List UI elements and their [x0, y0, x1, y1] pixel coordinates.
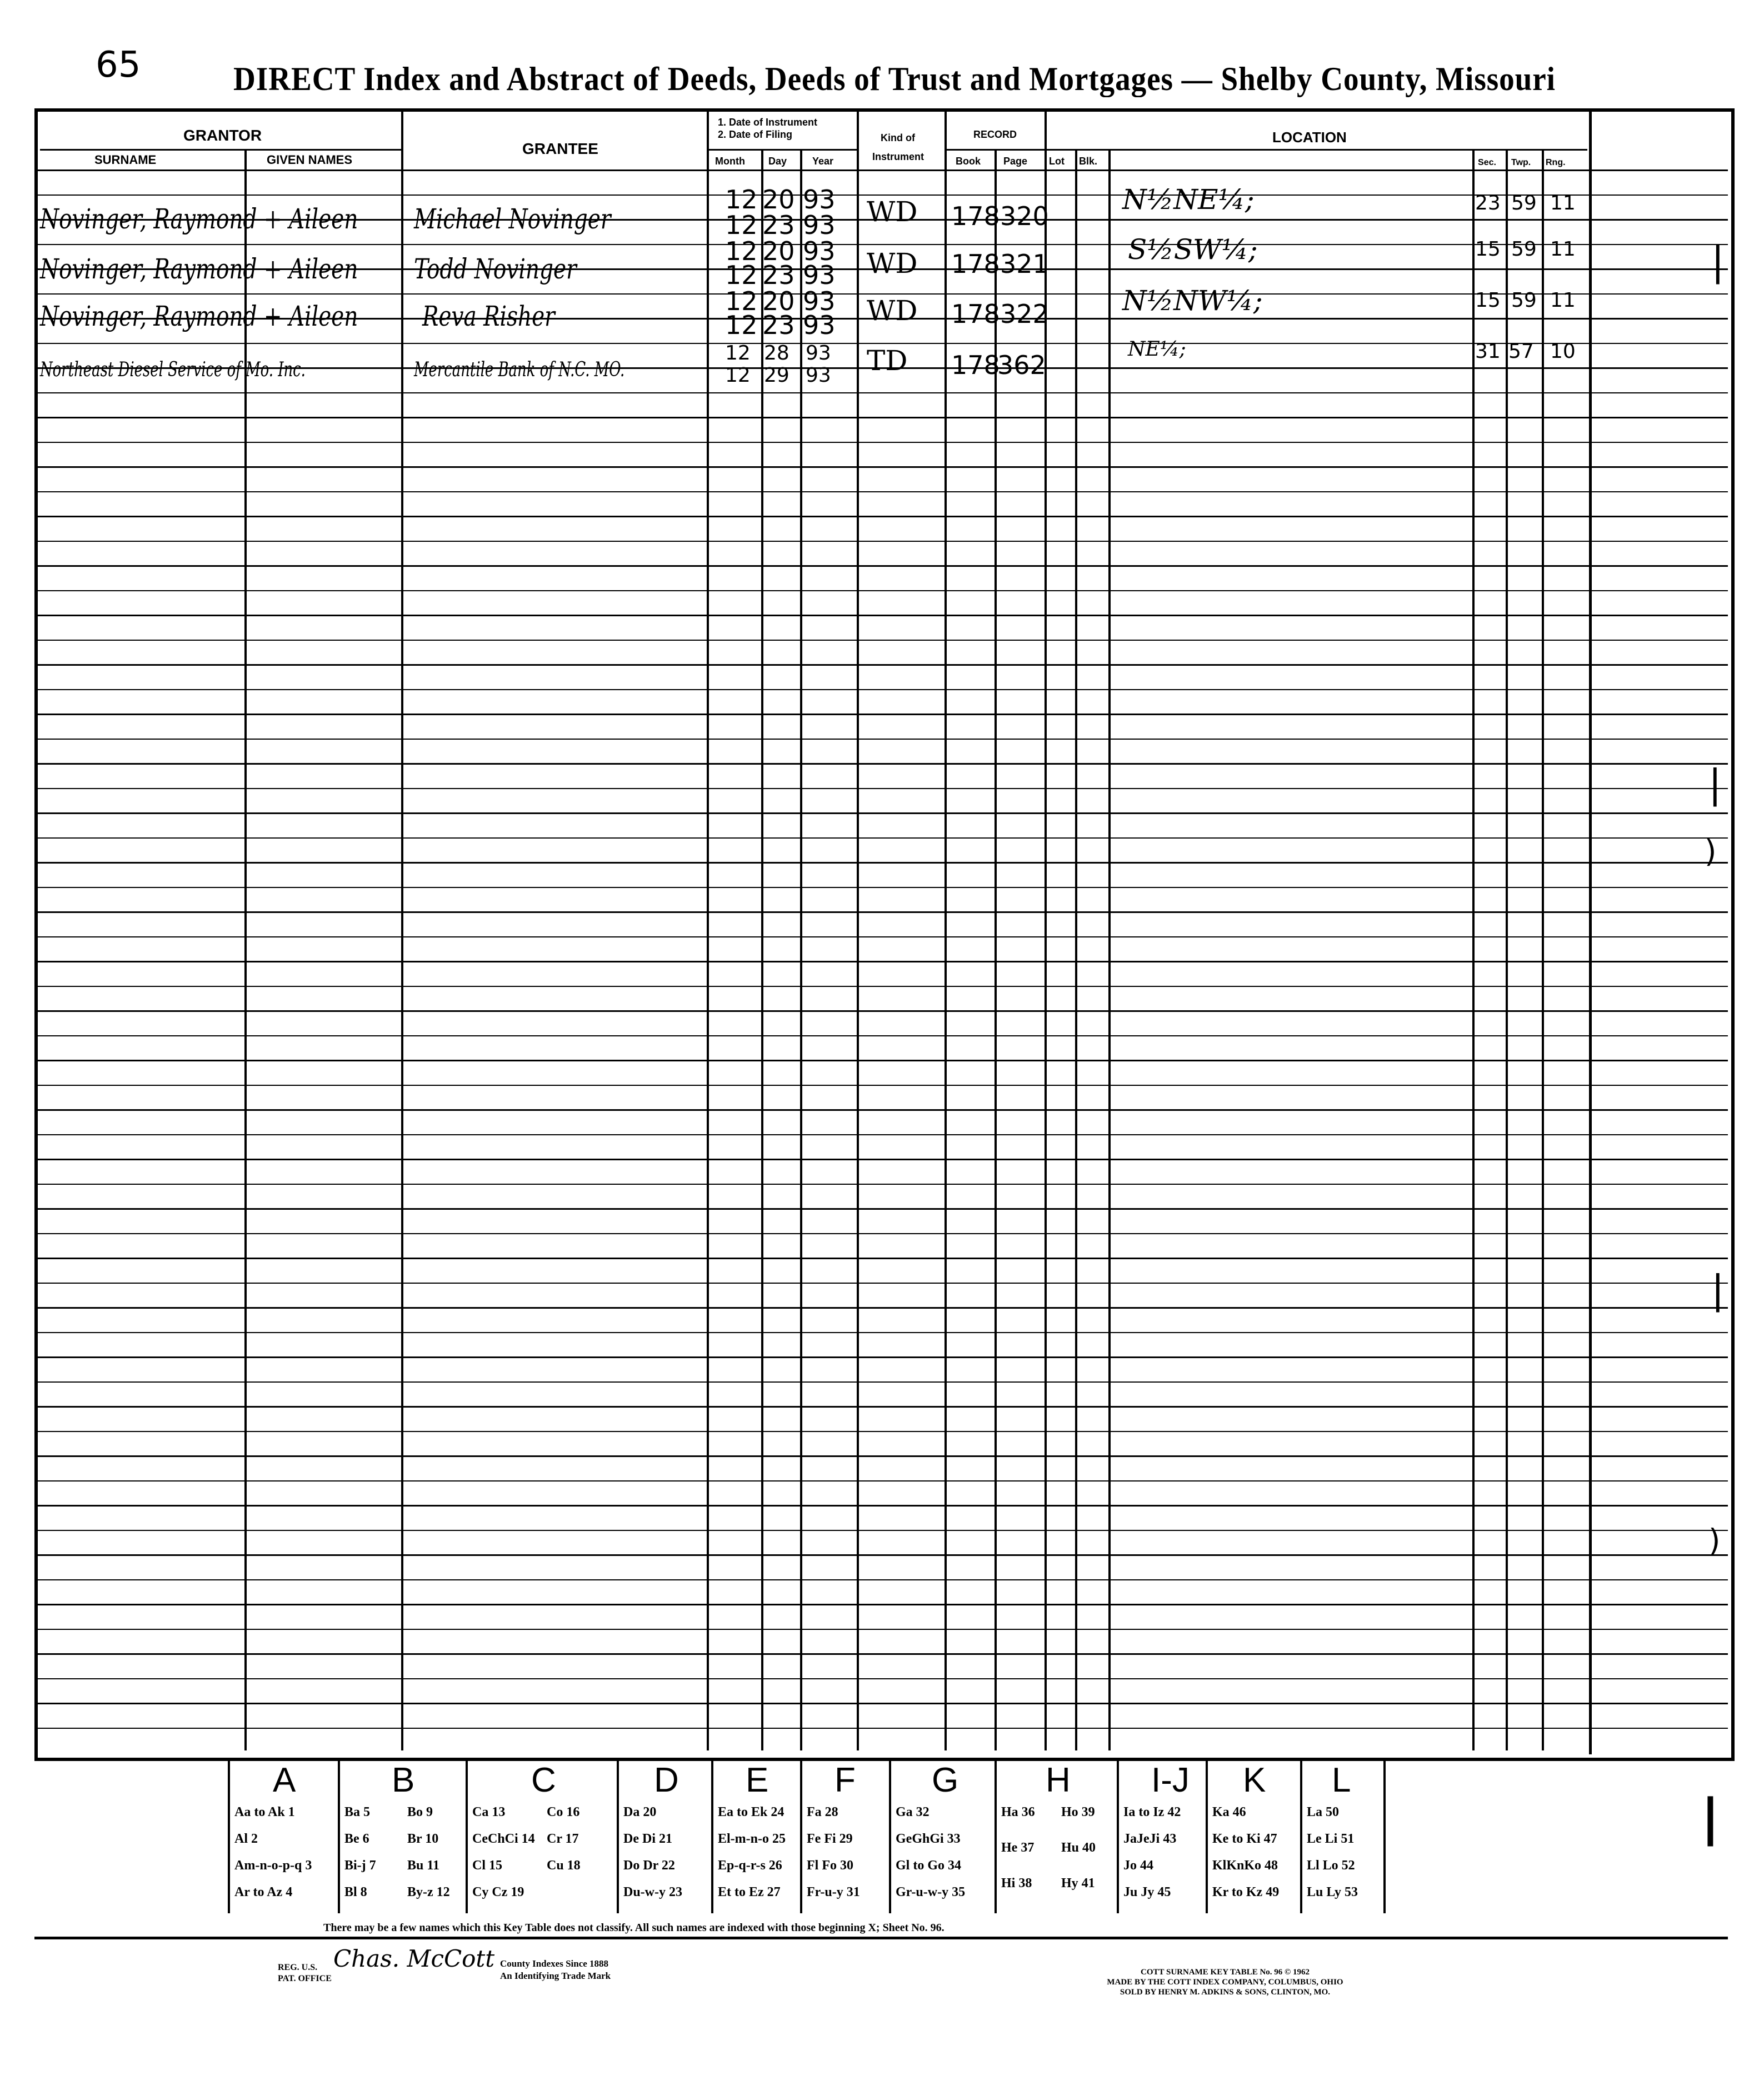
row-rule	[38, 1085, 1728, 1086]
row-rule	[38, 1381, 1728, 1383]
rng-header: Rng.	[1546, 158, 1566, 167]
key-column-c	[466, 1760, 619, 1913]
record-page: 321	[1000, 249, 1049, 279]
row-rule	[38, 1283, 1728, 1284]
filing-month: 12	[725, 210, 758, 240]
instrument-kind: WD	[867, 295, 918, 327]
column-rule	[761, 149, 763, 1750]
filing-month: 12	[725, 260, 758, 290]
key-column-l	[1300, 1760, 1386, 1913]
key-range: Ha 36	[1001, 1805, 1035, 1819]
township: 59	[1511, 238, 1537, 261]
key-range: Hi 38	[1001, 1875, 1032, 1891]
range: 11	[1550, 238, 1576, 261]
key-column-a	[228, 1760, 340, 1913]
key-range: KlKnKo 48	[1212, 1858, 1278, 1873]
margin-line	[1589, 108, 1592, 1754]
key-range: Ke to Ki 47	[1212, 1832, 1277, 1846]
row-rule	[38, 1678, 1728, 1679]
row-rule	[38, 590, 1728, 591]
row-rule	[38, 1356, 1728, 1358]
month-header: Month	[715, 156, 745, 167]
filing-day: 23	[762, 260, 795, 290]
key-column-g	[889, 1760, 997, 1913]
range: 11	[1550, 289, 1576, 312]
row-rule	[38, 1431, 1728, 1432]
grantor-name: Novinger, Raymond + Aileen	[40, 253, 358, 285]
key-range: Be 6	[344, 1832, 369, 1846]
instrument-year: 93	[806, 342, 831, 365]
footer-rule	[34, 1937, 1728, 1939]
row-rule	[38, 1159, 1728, 1160]
row-rule	[38, 565, 1728, 567]
blk-header: Blk.	[1079, 156, 1098, 167]
key-range: Fa 28	[807, 1805, 838, 1819]
row-rule	[38, 763, 1728, 765]
record-book: 178	[951, 249, 1000, 279]
key-range: Cy Cz 19	[472, 1885, 524, 1899]
book-header: Book	[956, 156, 981, 167]
key-letter: E	[746, 1761, 769, 1799]
key-range: CeChCi 14	[472, 1832, 535, 1846]
row-rule	[38, 862, 1728, 864]
instrument-kind: WD	[867, 196, 918, 228]
key-range: Cu 18	[547, 1858, 581, 1873]
row-rule	[38, 442, 1728, 443]
page-header: Page	[1003, 156, 1028, 167]
key-range: Co 16	[547, 1805, 580, 1819]
footer-key-table-line: COTT SURNAME KEY TABLE No. 96 © 1962	[1140, 1968, 1310, 1977]
key-column-i-j	[1117, 1760, 1208, 1913]
row-rule	[38, 812, 1728, 814]
location-description: N½NE¼;	[1122, 183, 1255, 216]
grantor-name: Novinger, Raymond + Aileen	[40, 203, 358, 235]
instrument-kind: TD	[867, 345, 908, 377]
footer-trademark: An Identifying Trade Mark	[500, 1971, 611, 1981]
instrument-year: 93	[803, 184, 836, 215]
row-rule	[38, 961, 1728, 962]
key-range: Do Dr 22	[623, 1858, 675, 1873]
key-range: Bu 11	[407, 1858, 440, 1873]
kind-header: Kind of	[881, 132, 915, 143]
key-range: Hu 40	[1061, 1840, 1096, 1855]
record-book: 178	[951, 350, 1000, 380]
column-rule	[945, 108, 947, 1750]
row-rule	[38, 837, 1728, 839]
row-rule	[38, 1455, 1728, 1457]
section: 15	[1475, 289, 1501, 312]
instrument-day: 20	[762, 286, 795, 316]
key-range: JaJeJi 43	[1123, 1832, 1177, 1846]
township: 59	[1511, 289, 1537, 312]
row-rule	[38, 1554, 1728, 1556]
key-range: Am-n-o-p-q 3	[234, 1858, 312, 1873]
day-header: Day	[768, 156, 787, 167]
row-rule	[38, 615, 1728, 616]
row-rule	[38, 169, 1728, 171]
key-column-k	[1206, 1760, 1302, 1913]
record-book: 178	[951, 299, 1000, 329]
row-rule	[38, 640, 1728, 641]
record-header: RECORD	[973, 129, 1017, 140]
location-header: LOCATION	[1272, 129, 1347, 146]
column-rule	[800, 149, 802, 1750]
row-rule	[38, 1035, 1728, 1036]
row-rule	[38, 541, 1728, 542]
key-range: Al 2	[234, 1832, 258, 1846]
surname-key-table	[228, 1760, 1383, 1913]
margin-bracket-mark: )	[1705, 834, 1717, 869]
key-range: By-z 12	[407, 1885, 450, 1899]
grantee-name: Mercantile Bank of N.C. MO.	[414, 358, 625, 381]
row-rule	[38, 911, 1728, 913]
record-page: 320	[1000, 201, 1049, 231]
instrument-kind: WD	[867, 247, 918, 280]
filing-year: 93	[803, 210, 836, 240]
key-column-e	[711, 1760, 802, 1913]
footer-since: County Indexes Since 1888	[500, 1958, 609, 1969]
column-rule	[1472, 149, 1475, 1750]
record-page: 362	[997, 350, 1046, 380]
row-rule	[38, 1307, 1728, 1309]
margin-bracket-mark: )	[1708, 1523, 1721, 1558]
filing-month: 12	[725, 364, 751, 387]
key-range: Ho 39	[1061, 1805, 1095, 1819]
instrument-year: 93	[803, 236, 836, 266]
key-letter: B	[392, 1761, 415, 1799]
key-letter: A	[273, 1761, 296, 1799]
row-rule	[38, 1010, 1728, 1012]
location-description: S½SW¼;	[1128, 233, 1258, 266]
row-rule	[38, 1653, 1728, 1655]
key-range: Ka 46	[1212, 1805, 1246, 1819]
row-rule	[38, 1505, 1728, 1507]
key-column-f	[800, 1760, 891, 1913]
instrument-month: 12	[725, 342, 751, 365]
key-range: Ar to Az 4	[234, 1885, 293, 1899]
row-rule	[38, 936, 1728, 937]
lot-header: Lot	[1049, 156, 1065, 167]
row-rule	[38, 1134, 1728, 1135]
grantor-name: Northeast Diesel Service of Mo. Inc.	[40, 358, 306, 381]
key-range: Gr-u-w-y 35	[896, 1885, 966, 1899]
row-rule	[38, 1208, 1728, 1210]
key-range: Ea to Ek 24	[718, 1805, 784, 1819]
key-range: Ia to Iz 42	[1123, 1805, 1181, 1819]
location-description: NE¼;	[1128, 338, 1186, 361]
row-rule	[38, 466, 1728, 468]
key-column-d	[617, 1760, 713, 1913]
key-letter: F	[834, 1761, 856, 1799]
key-range: Ba 5	[344, 1805, 371, 1819]
key-range: Fe Fi 29	[807, 1832, 853, 1846]
row-rule	[38, 1406, 1728, 1408]
row-rule	[38, 1184, 1728, 1185]
row-rule	[38, 1629, 1728, 1630]
key-note: There may be a few names which this Key Table does not classify. All such names are indexed with those beginning X; Sheet No. 96.	[323, 1922, 945, 1934]
given-names-header: GIVEN NAMES	[267, 153, 353, 167]
section: 31	[1475, 340, 1501, 363]
row-rule	[38, 392, 1728, 393]
row-rule	[38, 986, 1728, 987]
key-range: Bl 8	[344, 1885, 367, 1899]
page-title: DIRECT Index and Abstract of Deeds, Deeds of Trust and Mortgages — Shelby County, Missouri	[233, 61, 1556, 97]
key-range: Da 20	[623, 1805, 657, 1819]
key-letter: H	[1046, 1761, 1071, 1799]
key-range: Ll Lo 52	[1307, 1858, 1355, 1873]
row-rule	[38, 1530, 1728, 1531]
key-range: Hy 41	[1061, 1875, 1095, 1891]
margin-bracket-mark: |	[1711, 1267, 1725, 1313]
key-range: He 37	[1001, 1840, 1035, 1855]
record-page: 322	[1000, 299, 1049, 329]
margin-bracket-mark: |	[1701, 1788, 1720, 1847]
instrument-year: 93	[803, 286, 836, 316]
row-rule	[38, 1604, 1728, 1605]
column-rule	[1075, 149, 1077, 1750]
footer-reg: REG. U.S.	[278, 1963, 318, 1972]
footer-seller-line: SOLD BY HENRY M. ADKINS & SONS, CLINTON, MO.	[1120, 1988, 1331, 1997]
key-letter: K	[1243, 1761, 1266, 1799]
filing-year: 93	[803, 260, 836, 290]
row-rule	[38, 1109, 1728, 1111]
filing-year: 93	[806, 364, 831, 387]
row-rule	[38, 664, 1728, 666]
range: 10	[1550, 340, 1576, 363]
key-range: Aa to Ak 1	[234, 1805, 295, 1819]
column-rule	[857, 108, 859, 1750]
key-column-b	[338, 1760, 468, 1913]
row-rule	[38, 1579, 1728, 1580]
row-rule	[38, 887, 1728, 888]
key-range: GeGhGi 33	[896, 1832, 961, 1846]
row-rule	[38, 1480, 1728, 1482]
key-range: Bi-j 7	[344, 1858, 376, 1873]
cott-logo: Chas. McCott	[333, 1945, 495, 1972]
key-range: Fl Fo 30	[807, 1858, 853, 1873]
row-rule	[38, 1258, 1728, 1259]
grantor-header: GRANTOR	[183, 127, 262, 144]
key-column-h	[995, 1760, 1119, 1913]
column-rule	[1506, 149, 1508, 1750]
key-range: Cl 15	[472, 1858, 502, 1873]
instrument-day: 28	[764, 342, 789, 365]
township: 59	[1511, 192, 1537, 215]
date-instrument-header: 1. Date of Instrument	[718, 117, 818, 128]
page-number: 65	[96, 44, 141, 86]
key-range: Kr to Kz 49	[1212, 1885, 1280, 1899]
key-range: Jo 44	[1123, 1858, 1153, 1873]
grantee-header: GRANTEE	[522, 140, 598, 157]
row-rule	[38, 417, 1728, 418]
filing-year: 93	[803, 310, 836, 340]
key-range: Et to Ez 27	[718, 1885, 781, 1899]
key-range: Ga 32	[896, 1805, 930, 1819]
row-rule	[38, 1060, 1728, 1061]
column-rule	[401, 108, 403, 1750]
key-range: La 50	[1307, 1805, 1340, 1819]
row-rule	[38, 1728, 1728, 1729]
date-header-rule	[707, 149, 857, 151]
row-rule	[38, 714, 1728, 715]
key-letter: I-J	[1151, 1761, 1190, 1799]
grantee-name: Todd Novinger	[414, 253, 577, 285]
instrument-month: 12	[725, 236, 758, 266]
range: 11	[1550, 192, 1576, 215]
key-range: Gl to Go 34	[896, 1858, 961, 1873]
township: 57	[1508, 340, 1534, 363]
date-filing-header: 2. Date of Filing	[718, 129, 793, 140]
instrument-month: 12	[725, 286, 758, 316]
row-rule	[38, 244, 1728, 245]
grantor-header-rule	[40, 149, 401, 151]
key-range: Ca 13	[472, 1805, 506, 1819]
row-rule	[38, 1233, 1728, 1234]
instrument-header: Instrument	[872, 151, 925, 162]
column-rule	[244, 149, 247, 1750]
filing-day: 23	[762, 210, 795, 240]
key-range: Du-w-y 23	[623, 1885, 682, 1899]
key-range: De Di 21	[623, 1832, 672, 1846]
key-range: Fr-u-y 31	[807, 1885, 860, 1899]
location-description: N½NW¼;	[1122, 285, 1263, 317]
key-letter: L	[1332, 1761, 1351, 1799]
margin-bracket-mark: |	[1711, 239, 1725, 285]
instrument-day: 20	[762, 236, 795, 266]
key-range: Cr 17	[547, 1832, 579, 1846]
grantee-name: Reva Risher	[422, 300, 555, 332]
year-header: Year	[812, 156, 834, 167]
key-range: Le Li 51	[1307, 1832, 1355, 1846]
row-rule	[38, 343, 1728, 344]
footer-maker-line: MADE BY THE COTT INDEX COMPANY, COLUMBUS, OHIO	[1107, 1978, 1343, 1987]
column-rule	[1542, 149, 1544, 1750]
filing-day: 23	[762, 310, 795, 340]
row-rule	[38, 491, 1728, 492]
key-range: Lu Ly 53	[1307, 1885, 1358, 1899]
key-letter: D	[654, 1761, 679, 1799]
key-end-rule	[1383, 1760, 1386, 1913]
filing-month: 12	[725, 310, 758, 340]
column-rule	[1108, 149, 1111, 1750]
key-range: El-m-n-o 25	[718, 1832, 786, 1846]
twp-header: Twp.	[1511, 158, 1531, 167]
footer-publisher	[1045, 1967, 1406, 1997]
key-range: Br 10	[407, 1832, 439, 1846]
key-range: Ju Jy 45	[1123, 1885, 1171, 1899]
record-book: 178	[951, 201, 1000, 231]
row-rule	[38, 739, 1728, 740]
column-rule	[707, 108, 709, 1750]
filing-day: 29	[764, 364, 789, 387]
key-letter: G	[932, 1761, 959, 1799]
section: 23	[1475, 192, 1501, 215]
grantor-name: Novinger, Raymond + Aileen	[40, 300, 358, 332]
row-rule	[38, 788, 1728, 789]
key-range: Ep-q-r-s 26	[718, 1858, 782, 1873]
surname-header: SURNAME	[94, 153, 157, 167]
row-rule	[38, 1703, 1728, 1704]
row-rule	[38, 1332, 1728, 1333]
footer-pat: PAT. OFFICE	[278, 1974, 332, 1983]
column-rule	[995, 149, 997, 1750]
margin-bracket-mark: |	[1708, 761, 1722, 807]
instrument-month: 12	[725, 184, 758, 215]
instrument-day: 20	[762, 184, 795, 215]
grantee-name: Michael Novinger	[414, 203, 611, 235]
row-rule	[38, 516, 1728, 517]
key-range: Bo 9	[407, 1805, 433, 1819]
sec-header: Sec.	[1478, 158, 1496, 167]
row-rule	[38, 689, 1728, 690]
section: 15	[1475, 238, 1501, 261]
key-letter: C	[531, 1761, 556, 1799]
